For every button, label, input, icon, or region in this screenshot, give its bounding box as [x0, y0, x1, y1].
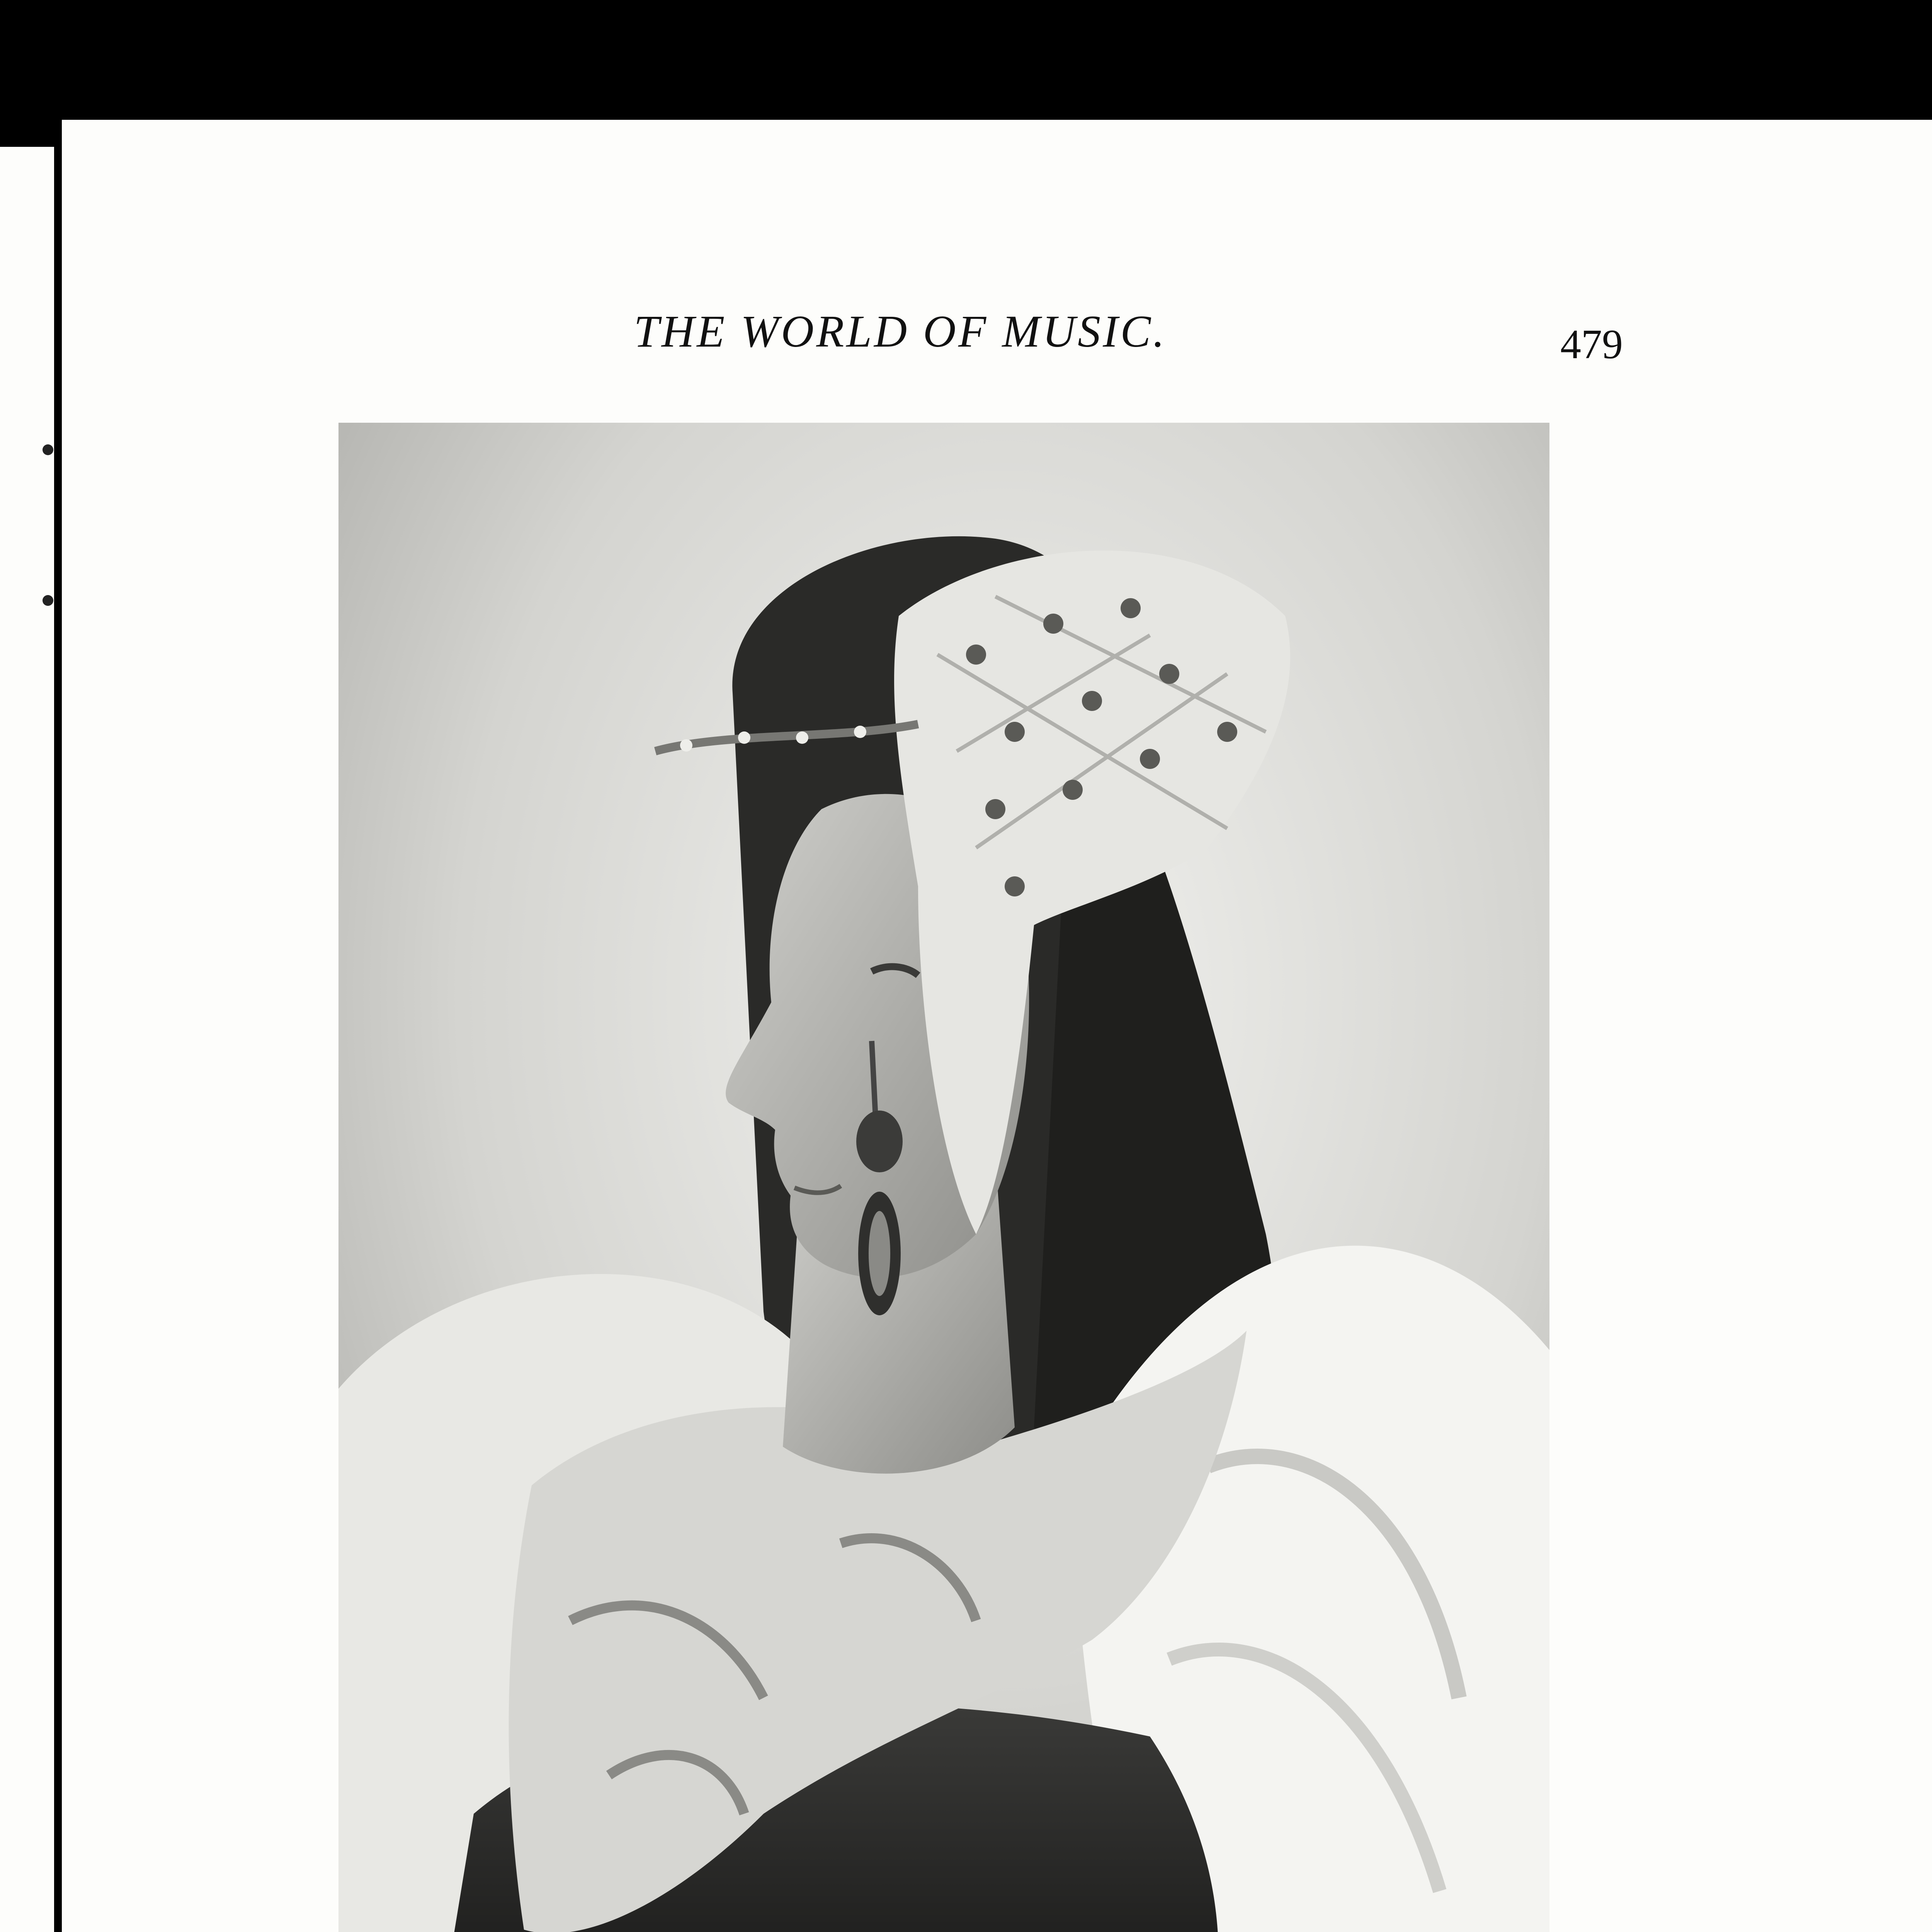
book-spine — [54, 147, 62, 1932]
running-head: THE WORLD OF MUSIC. — [634, 306, 1167, 357]
binding-hole — [43, 444, 53, 455]
page-number: 479 — [1560, 321, 1623, 367]
portrait-illustration — [338, 423, 1549, 1932]
portrait-photograph — [338, 423, 1549, 1932]
binding-hole — [43, 595, 53, 606]
left-page-sliver — [0, 147, 54, 1932]
